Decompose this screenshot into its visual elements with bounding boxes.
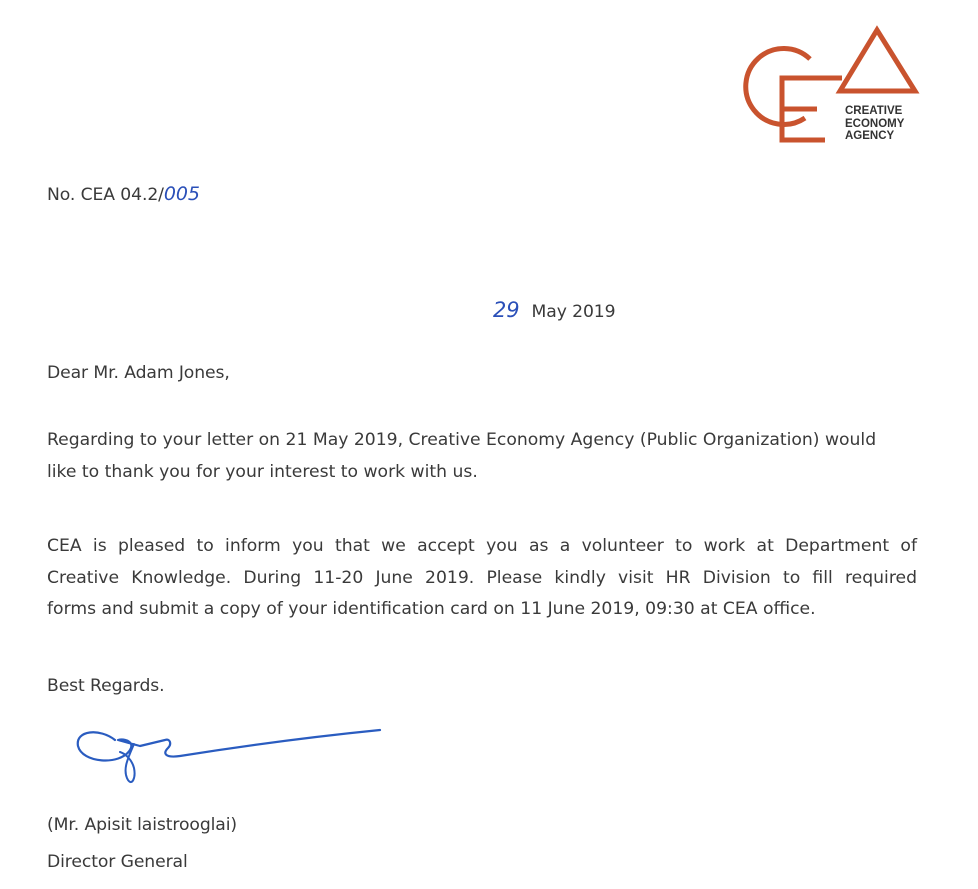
paragraph-line: Regarding to your letter on 21 May 2019, Creative Economy Agency (Public Organization) would [47,430,877,450]
date-month-year: May 2019 [531,302,616,322]
date-handwritten-day: 29 [493,298,520,322]
reference-prefix: No. CEA 04.2/ [47,185,164,205]
reference-handwritten-number: 005 [163,183,200,205]
logo-wordmark [845,105,904,143]
reference-number [47,183,200,205]
logo-line-1: CREATIVE [845,105,903,117]
logo-line-3: AGENCY [845,130,895,142]
paragraph-line: Creative Knowledge. During 11-20 June 2019. Please kindly visit HR Division to fill required [47,567,917,588]
signature-ink [70,718,390,793]
cea-logo-mark [735,22,935,152]
paragraph-line: forms and submit a copy of your identification card on 11 June 2019, 09:30 at CEA office. [47,599,816,619]
signatory-title: Director General [47,852,188,872]
paragraph-line: like to thank you for your interest to work with us. [47,461,478,482]
logo-letter-c [746,48,810,124]
letter-date [493,298,615,322]
body-paragraph-2 [47,531,917,626]
cea-logo [735,22,935,152]
logo-letter-e [782,78,842,140]
paragraph-line: CEA is pleased to inform you that we accept you as a volunteer to work at Department of [47,536,917,556]
logo-line-2: ECONOMY [845,117,905,130]
signatory-name: (Mr. Apisit laistrooglai) [47,815,238,835]
closing: Best Regards. [47,676,165,696]
body-paragraph-1 [47,425,927,488]
signature [70,718,390,793]
salutation: Dear Mr. Adam Jones, [47,363,230,383]
logo-letter-a-triangle [840,30,915,91]
